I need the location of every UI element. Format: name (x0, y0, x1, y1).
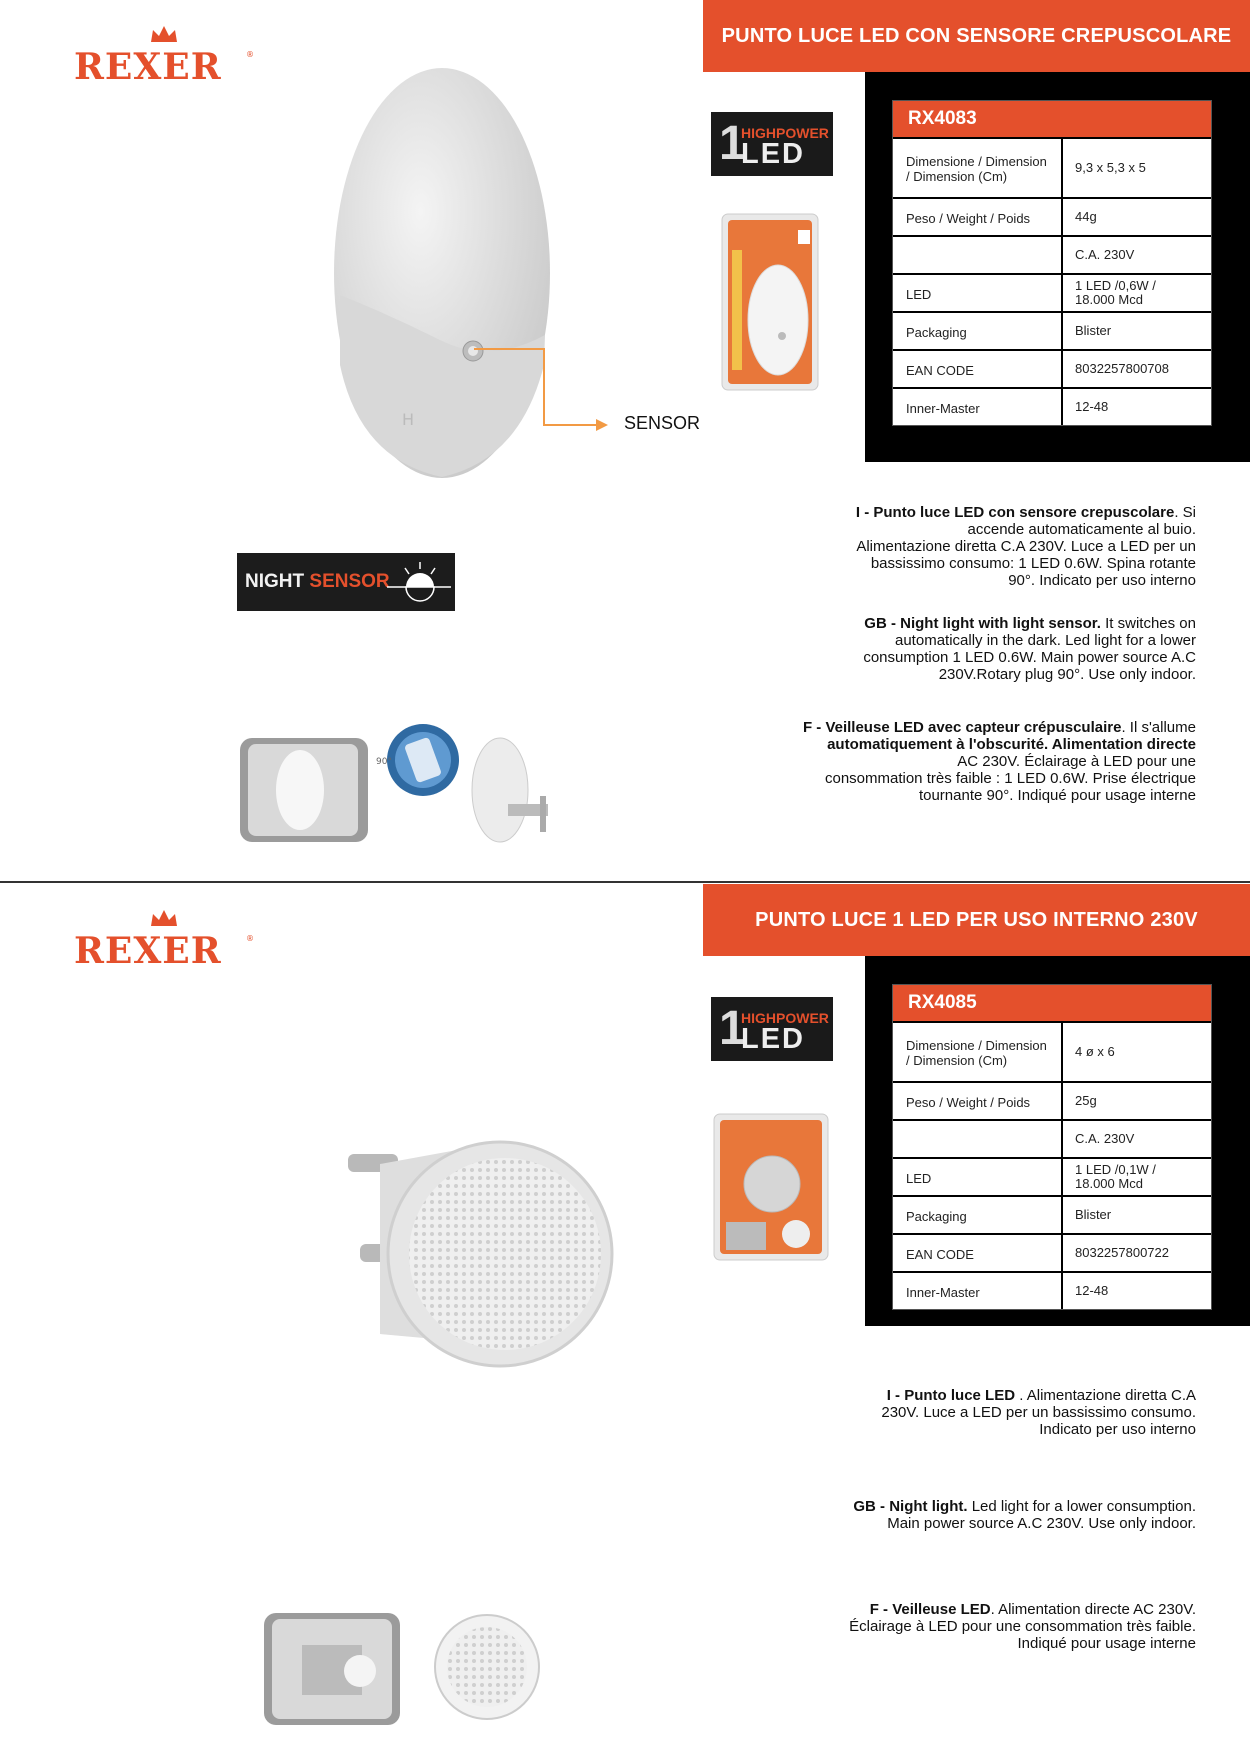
highpower-led-badge (711, 997, 833, 1061)
product-code: RX4085 (893, 985, 1211, 1021)
night-sensor-text (245, 571, 390, 593)
badge-number: 1 (719, 117, 746, 170)
desc-text: 230V.Rotary plug 90°. Use only indoor. (938, 666, 1196, 683)
desc-text: . Il s'allume (1121, 719, 1196, 736)
spec-key: LED (893, 1159, 1063, 1195)
table-row (893, 311, 1211, 349)
section-divider (0, 881, 1250, 883)
badge-highpower: HIGHPOWER (741, 1010, 829, 1026)
desc-text: tournante 90°. Indiqué pour usage interne (918, 787, 1196, 804)
round-night-light-image (340, 1134, 620, 1384)
desc-text: Led light for a lower consumption. (967, 1498, 1196, 1515)
product-title-banner: PUNTO LUCE 1 LED PER USO INTERNO 230V (703, 884, 1250, 956)
product-section-rx4085 (0, 884, 1250, 1764)
rexer-logo (74, 908, 254, 972)
table-row (893, 349, 1211, 387)
table-row (893, 1157, 1211, 1195)
description-english (863, 615, 1196, 683)
night-sensor-word: NIGHT (245, 571, 310, 592)
table-row (893, 1081, 1211, 1119)
spec-key: Inner-Master (893, 389, 1063, 425)
desc-text: bassissimo consumo: 1 LED 0.6W. Spina rotante (870, 555, 1196, 572)
spec-key: Dimensione / Dimension / Dimension (Cm) (893, 139, 1063, 197)
description-french (849, 1601, 1196, 1652)
spec-value: 12-48 (1075, 399, 1109, 414)
desc-text: Main power source A.C 230V. Use only indoor. (887, 1515, 1196, 1532)
badge-number: 1 (719, 1002, 746, 1055)
desc-heading: F - Veilleuse LED (869, 1601, 991, 1618)
spec-value: 4 ø x 6 (1075, 1044, 1115, 1059)
badge-led: LED (741, 1023, 805, 1055)
spec-table (892, 984, 1212, 1310)
brand-name: REXER (74, 46, 222, 88)
desc-text: consommation très faible : 1 LED 0.6W. Prise électrique (824, 770, 1196, 787)
desc-heading: I - Punto luce LED (886, 1387, 1016, 1404)
table-row (893, 1271, 1211, 1309)
registered-mark: ® (246, 934, 254, 943)
spec-value: C.A. 230V (1075, 1131, 1135, 1146)
desc-heading: GB - Night light with light sensor. (864, 615, 1101, 632)
spec-key: EAN CODE (893, 1235, 1063, 1271)
desc-text: 90°. Indicato per uso interno (1008, 572, 1196, 589)
spec-key: EAN CODE (893, 351, 1063, 387)
sun-moon-icon (387, 559, 453, 607)
usage-images (262, 1609, 552, 1749)
product-code: RX4083 (893, 101, 1211, 137)
spec-value: Blister (1075, 1207, 1112, 1222)
sensor-pointer-arrow (474, 343, 614, 433)
table-row (893, 137, 1211, 197)
product-section-rx4083 (0, 0, 1250, 880)
brand-name: REXER (74, 930, 222, 972)
desc-text: Alimentazione diretta C.A 230V. Luce a LED per un (856, 538, 1196, 555)
desc-heading: GB - Night light. (853, 1498, 968, 1515)
spec-value: 44g (1075, 209, 1097, 224)
desc-text: Indiqué pour usage interne (1017, 1635, 1196, 1652)
description-italian (881, 1387, 1196, 1438)
desc-text: It switches on (1100, 615, 1196, 632)
desc-text: 230V. Luce a LED per un bassissimo consumo. (881, 1404, 1196, 1421)
spec-key: Peso / Weight / Poids (893, 199, 1063, 235)
desc-text: consumption 1 LED 0.6W. Main power source A.C (863, 649, 1196, 666)
desc-text: . Alimentation directe AC 230V. (990, 1601, 1196, 1618)
description-italian (856, 504, 1196, 589)
desc-text: accende automaticamente al buio. (967, 521, 1196, 538)
badge-led: LED (741, 138, 805, 170)
desc-text: . Si (1174, 504, 1196, 521)
description-french (803, 719, 1196, 804)
product-title-banner: PUNTO LUCE LED CON SENSORE CREPUSCOLARE (703, 0, 1250, 72)
crown-icon (149, 908, 179, 928)
table-row (893, 273, 1211, 311)
highpower-led-badge (711, 112, 833, 176)
night-sensor-badge (237, 553, 455, 611)
sensor-label: SENSOR (624, 413, 701, 433)
table-row (893, 1021, 1211, 1081)
rexer-logo (74, 24, 254, 88)
badge-highpower: HIGHPOWER (741, 125, 829, 141)
registered-mark: ® (246, 50, 254, 59)
desc-text: AC 230V. Éclairage à LED pour une (957, 753, 1196, 770)
spec-key: Peso / Weight / Poids (893, 1083, 1063, 1119)
spec-key (893, 1121, 1063, 1157)
spec-table (892, 100, 1212, 426)
desc-text: Éclairage à LED pour une consommation très faible. (849, 1618, 1196, 1635)
desc-heading: F - Veilleuse LED avec capteur crépusculaire (802, 719, 1122, 736)
spec-value: 25g (1075, 1093, 1097, 1108)
table-row (893, 197, 1211, 235)
spec-value: C.A. 230V (1075, 247, 1135, 262)
spec-key: LED (893, 275, 1063, 311)
desc-heading: I - Punto luce LED con sensore crepuscolare (855, 504, 1175, 521)
spec-value: 1 LED /0,1W / 18.000 Mcd (1075, 1162, 1156, 1191)
spec-value: Blister (1075, 323, 1112, 338)
blister-package-image (718, 210, 823, 395)
crown-icon (149, 24, 179, 44)
spec-value: 1 LED /0,6W / 18.000 Mcd (1075, 278, 1156, 307)
sensor-word: SENSOR (309, 571, 390, 592)
spec-value: 8032257800708 (1075, 361, 1169, 376)
blister-package-image (712, 1112, 830, 1262)
desc-text: . Alimentazione diretta C.A (1015, 1387, 1196, 1404)
spec-value: 9,3 x 5,3 x 5 (1075, 160, 1146, 175)
spec-key: Packaging (893, 313, 1063, 349)
table-row (893, 235, 1211, 273)
spec-key: Packaging (893, 1197, 1063, 1233)
desc-text: Indicato per uso interno (1039, 1421, 1196, 1438)
svg-text:90°: 90° (376, 757, 392, 767)
spec-key: Inner-Master (893, 1273, 1063, 1309)
svg-text:H: H (402, 410, 415, 429)
table-row (893, 1119, 1211, 1157)
desc-text: automatically in the dark. Led light for a lower (895, 632, 1196, 649)
table-row (893, 1233, 1211, 1271)
spec-value: 8032257800722 (1075, 1245, 1169, 1260)
table-row (893, 1195, 1211, 1233)
description-english (853, 1498, 1196, 1532)
spec-value: 12-48 (1075, 1283, 1109, 1298)
spec-key (893, 237, 1063, 273)
table-row (893, 387, 1211, 425)
usage-images (238, 712, 558, 852)
spec-key: Dimensione / Dimension / Dimension (Cm) (893, 1023, 1063, 1081)
desc-text: automatiquement à l'obscurité. Alimentation directe (827, 736, 1196, 753)
